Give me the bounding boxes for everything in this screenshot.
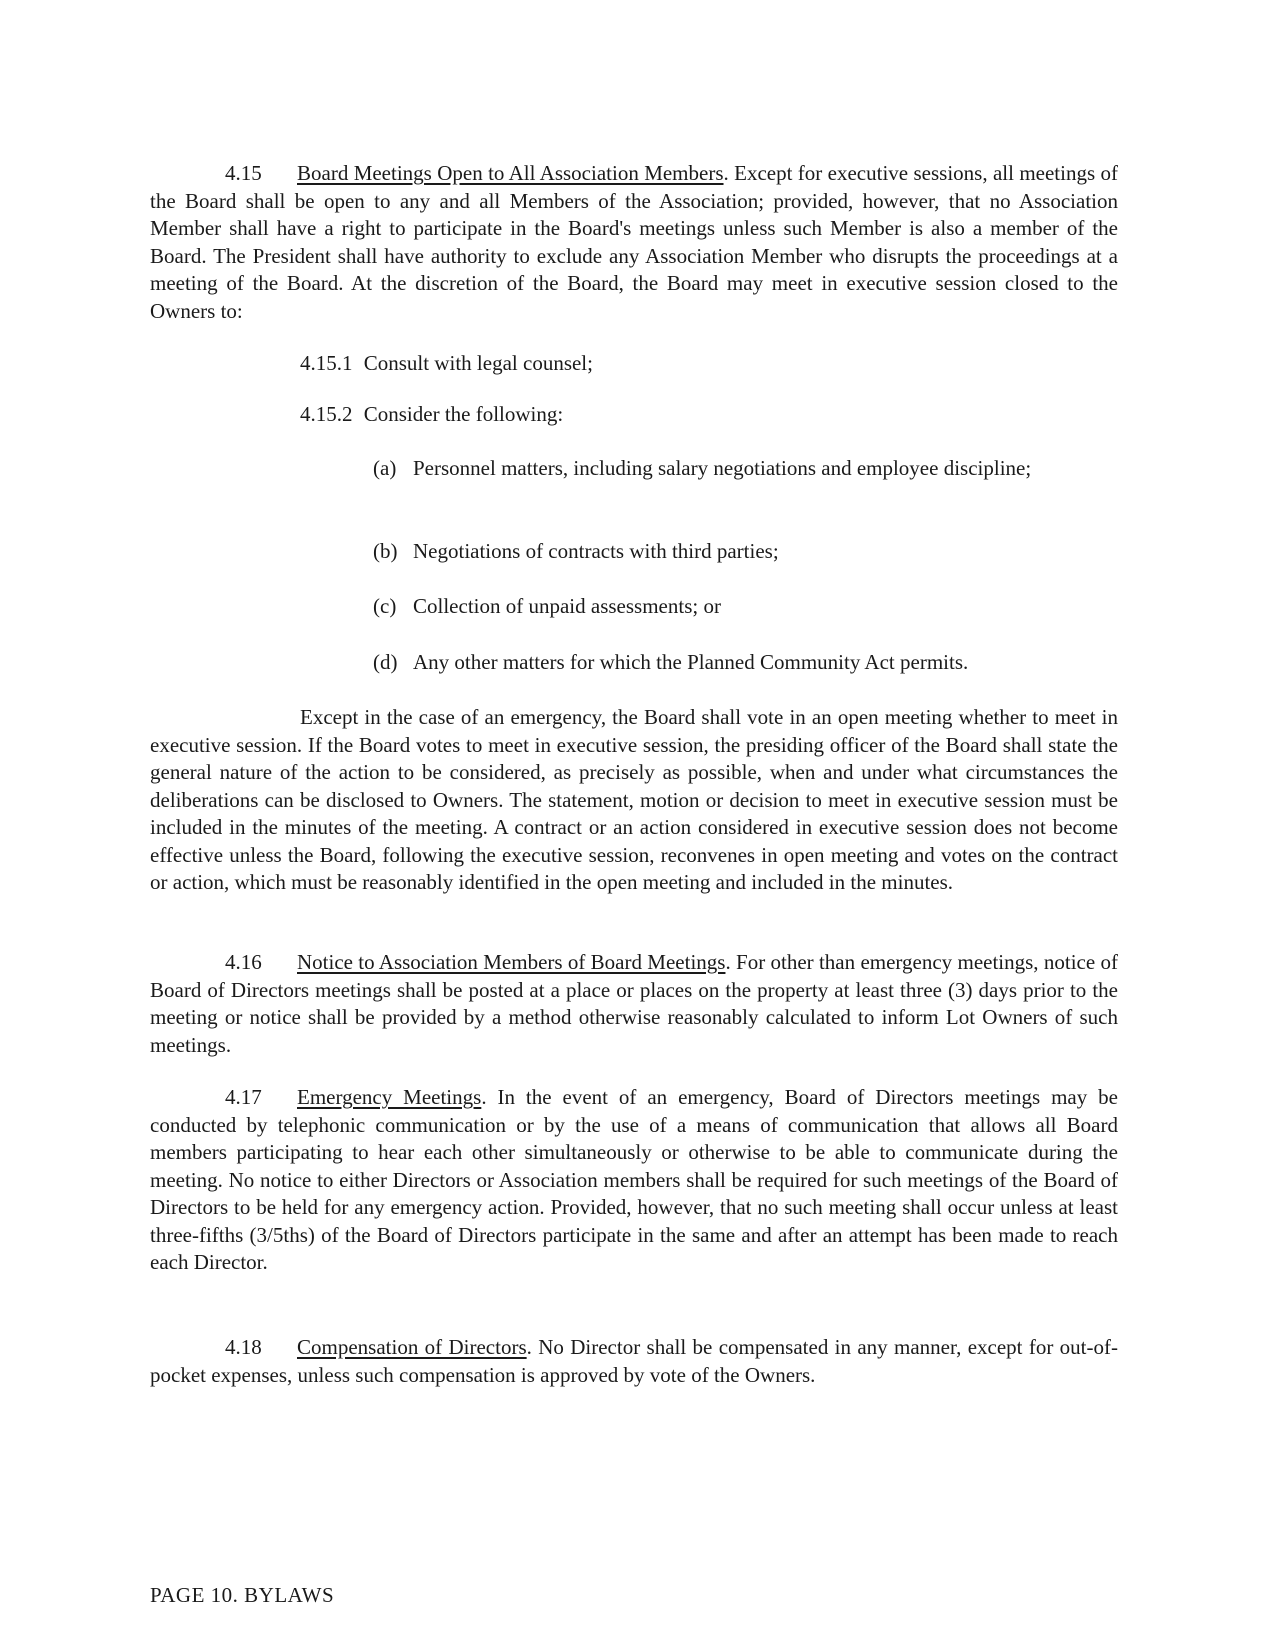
list-item-a (373, 455, 1158, 483)
list-item-letter: (d) (373, 650, 398, 674)
list-item-d (373, 649, 1158, 677)
paragraph-text: Except in the case of an emergency, the Board shall vote in an open meeting whether to meet in executive session. If the Board votes to meet in executive session, the presiding officer of the Board shall state the general nature of the action to be considered, as precisely as possible, when and under what circumstances the deliberations can be disclosed to Owners. The statement, motion or decision to meet in executive session must be included in the minutes of the meeting. A contract or an action considered in executive session does not become effective unless the Board, following the executive session, reconvenes in open meeting and votes on the contract or action, which must be reasonably identified in the open meeting and included in the minutes. (150, 705, 1118, 894)
subsection-number: 4.15.1 (300, 351, 353, 375)
section-number: 4.16 (225, 950, 262, 974)
section-4-18 (150, 1334, 1118, 1389)
section-number: 4.18 (225, 1335, 262, 1359)
page-footer: PAGE 10. BYLAWS (150, 1583, 335, 1607)
section-4-15-continuation (150, 704, 1118, 897)
list-item-text: Negotiations of contracts with third parties; (413, 539, 779, 563)
section-title: Compensation of Directors (297, 1335, 527, 1359)
subsection-4-15-1 (300, 350, 1100, 378)
section-title: Board Meetings Open to All Association Members (297, 161, 724, 185)
list-item-letter: (c) (373, 594, 397, 618)
section-body: . No Director shall be compensated in any manner, except for out-of-pocket expenses, unless such compensation is approved by vote of the Owners. (150, 1335, 1118, 1387)
section-body: . In the event of an emergency, Board of Directors meetings may be conducted by telephonic communication or by the use of a means of communication that allows all Board members participating to hear each other simultaneously or otherwise to be able to communicate during the meeting. No notice to either Directors or Association members shall be required for such meetings of the Board of Directors to be held for any emergency action. Provided, however, that no such meeting shall occur unless at least three-fifths (3/5ths) of the Board of Directors participate in the same and after an attempt has been made to reach each Director. (150, 1085, 1118, 1274)
list-item-c (373, 593, 1158, 621)
section-4-17 (150, 1084, 1118, 1277)
subsection-text: Consult with legal counsel; (363, 351, 593, 375)
section-body: . Except for executive sessions, all meetings of the Board shall be open to any and all Members of the Association; provided, however, that no Association Member shall have a right to participate in the Board's meetings unless such Member is also a member of the Board. The President shall have authority to exclude any Association Member who disrupts the proceedings at a meeting of the Board. At the discretion of the Board, the Board may meet in executive session closed to the Owners to: (150, 161, 1118, 323)
section-number: 4.15 (225, 161, 262, 185)
list-item-text: Collection of unpaid assessments; or (413, 594, 721, 618)
section-body: . For other than emergency meetings, notice of Board of Directors meetings shall be posted at a place or places on the property at least three (3) days prior to the meeting or notice shall be provided by a method otherwise reasonably calculated to inform Lot Owners of such meetings. (150, 950, 1118, 1057)
section-title: Emergency Meetings (297, 1085, 482, 1109)
subsection-number: 4.15.2 (300, 402, 353, 426)
list-item-text: Any other matters for which the Planned Community Act permits. (413, 650, 969, 674)
list-item-letter: (a) (373, 456, 397, 480)
section-4-16 (150, 949, 1118, 1059)
section-4-15 (150, 160, 1118, 325)
list-item-b (373, 538, 1158, 566)
subsection-text: Consider the following: (363, 402, 564, 426)
list-item-letter: (b) (373, 539, 398, 563)
section-title: Notice to Association Members of Board Meetings (297, 950, 726, 974)
subsection-4-15-2 (300, 401, 1100, 429)
section-number: 4.17 (225, 1085, 262, 1109)
list-item-text: Personnel matters, including salary negotiations and employee discipline; (413, 456, 1032, 480)
